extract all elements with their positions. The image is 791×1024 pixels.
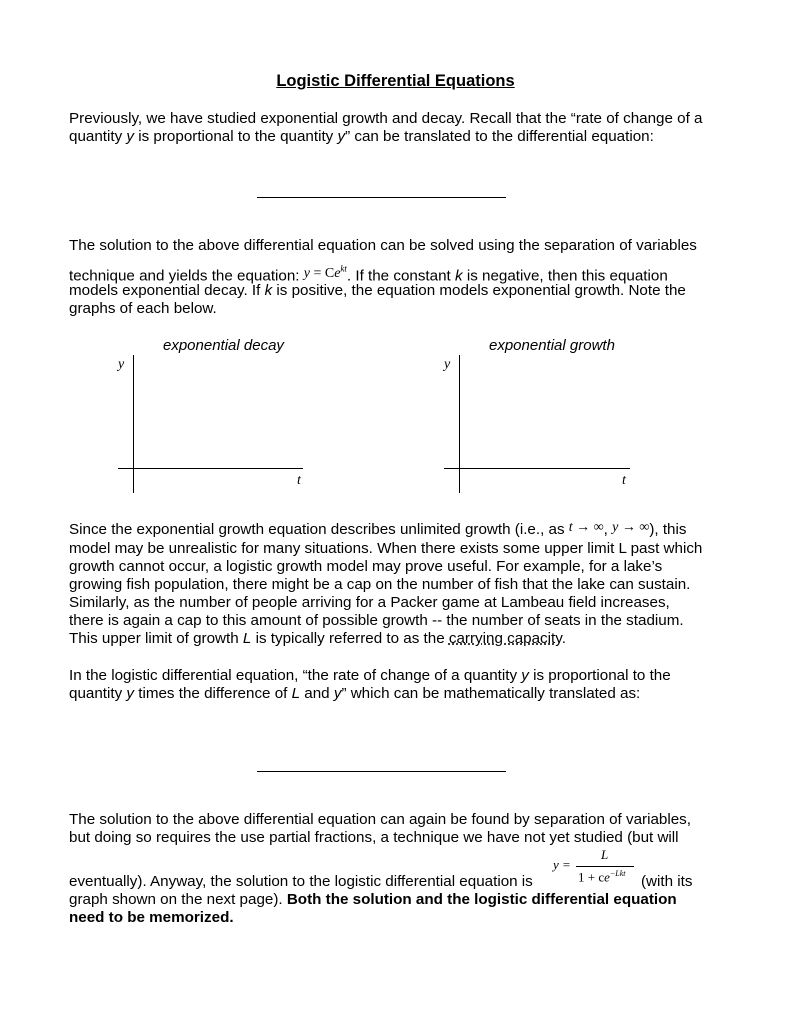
unlimited-line-6: there is again a cap to this amount of possible growth -- the number of seats in the stadium. [69,612,684,629]
unlimited-line-7: This upper limit of growth L is typically referred to as the carrying capacity. [69,630,566,647]
solution2-line-5: need to be memorized. [69,909,234,926]
solution-line-4: graphs of each below. [69,300,217,317]
solution2-line-4: graph shown on the next page). Both the solution and the logistic differential equation [69,891,677,908]
graph-growth-x-axis [444,468,630,469]
solution2-line-2: but doing so requires the use partial fractions, a technique we have not yet studied (but will [69,829,679,846]
graph-decay-y-axis [133,355,134,493]
solution2-line-3b: (with its [641,873,693,890]
unlimited-line-2: model may be unrealistic for many situations. When there exists some upper limit L past which [69,540,703,557]
unlimited-line-3: growth cannot occur, a logistic growth model may prove useful. For example, for a lake’s [69,558,663,575]
graph-decay-title: exponential decay [163,337,284,354]
solution-line-1: The solution to the above differential equation can be solved using the separation of variables [69,237,697,254]
intro-line-2: quantity y is proportional to the quantity y” can be translated to the differential equation: [69,128,654,145]
graph-growth-y-axis [459,355,460,493]
page-title: Logistic Differential Equations [276,72,515,90]
solution-line-2: technique and yields the equation: $y = Ce^{kt}$. If the constant k is negative, then this equation [69,263,668,285]
solution2-line-1: The solution to the above differential equation can again be found by separation of variables, [69,811,691,828]
carrying-capacity-term: carrying capacity [448,630,562,647]
unlimited-line-1: Since the exponential growth equation describes unlimited growth (i.e., as t → ∞, y → ∞), this [69,520,687,538]
solution2-line-3a: eventually). Anyway, the solution to the logistic differential equation is [69,873,533,890]
y-to-infinity: y → ∞ [612,520,650,535]
fraction-bar [576,866,634,867]
unlimited-line-5: Similarly, as the number of people arriving for a Packer game at Lambeau field increases, [69,594,670,611]
intro-line-1: Previously, we have studied exponential growth and decay. Recall that the “rate of change of a [69,110,703,127]
logistic-line-2: quantity y times the difference of L and y” which can be mathematically translated as: [69,685,641,702]
logistic-solution-lhs: y = [553,857,571,872]
solution-line-3: models exponential decay. If k is positive, the equation models exponential growth. Note the [69,282,686,299]
answer-blank-1[interactable] [257,197,506,198]
logistic-solution-denominator: $1 + ce^{-Lkt}$ [578,869,626,885]
t-to-infinity: t → ∞ [568,520,604,535]
graph-decay-y-label: y [118,357,125,372]
logistic-line-1: In the logistic differential equation, “the rate of change of a quantity y is proportional to the [69,667,671,684]
answer-blank-2[interactable] [257,771,506,772]
graph-growth-y-label: y [444,357,451,372]
graph-decay-x-label: t [297,473,301,488]
exp-equation: $y = Ce^{kt}$ [303,263,347,281]
unlimited-line-4: growing fish population, there might be a cap on the number of fish that the lake can sustain. [69,576,691,593]
logistic-solution-numerator: L [601,847,609,862]
graph-growth-x-label: t [622,473,626,488]
graph-decay-x-axis [118,468,303,469]
graph-growth-title: exponential growth [489,337,615,354]
